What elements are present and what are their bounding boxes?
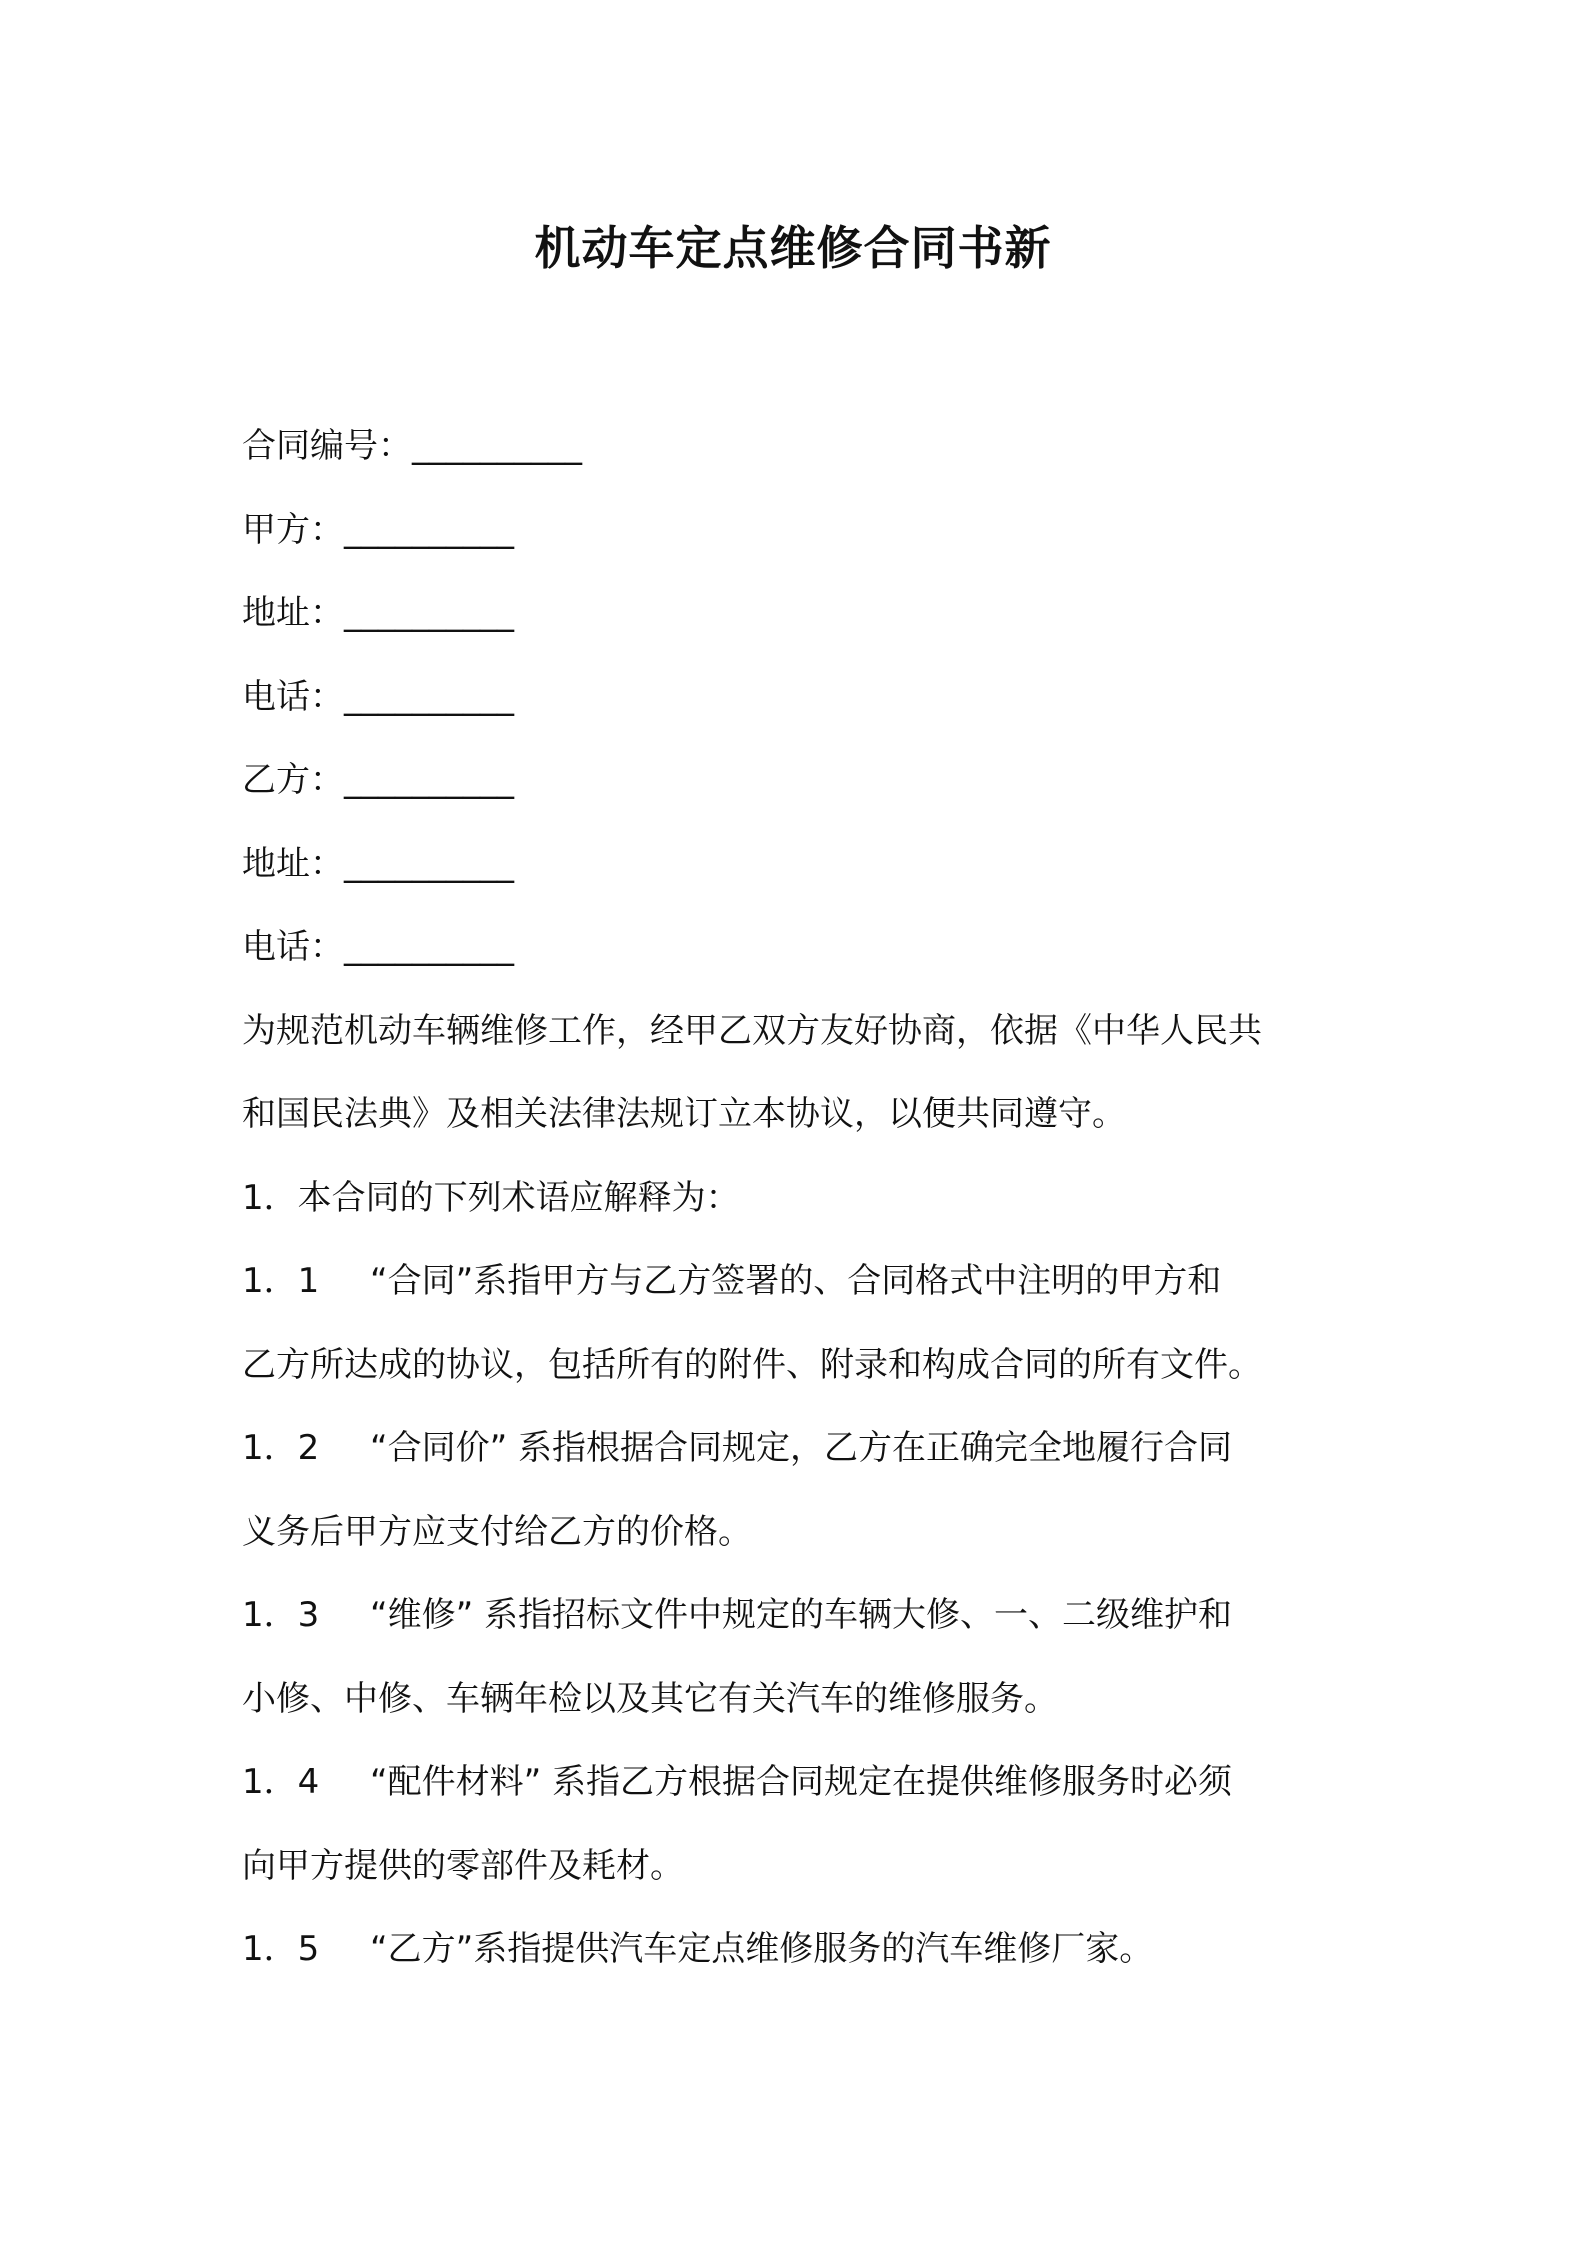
field-label: 地址： [242,843,344,884]
field-blank: __________ [344,843,514,884]
clause-heading [242,1157,1352,1241]
subclause-continuation: 向甲方提供的零部件及耗材。 [242,1845,684,1886]
subclause-line [242,1908,1352,1992]
subclause-continuation: 小修、中修、车辆年检以及其它有关汽车的维修服务。 [242,1678,1058,1719]
field-blank: __________ [344,676,514,717]
subclause-continuation: 乙方所达成的协议，包括所有的附件、附录和构成合同的所有文件。 [242,1344,1262,1385]
subclause-line [242,1240,1352,1324]
field-party-b-address [242,823,1352,907]
field-party-b-phone [242,906,1352,990]
subclause-number: 1．4 [242,1762,320,1802]
field-blank: __________ [344,760,514,800]
subclause-continuation: 义务后甲方应支付给乙方的价格。 [242,1511,752,1552]
field-label: 乙方： [242,760,344,800]
subclause-text: “乙方”系指提供汽车定点维修服务的汽车维修厂家。 [370,1929,1154,1969]
preamble-line: 和国民法典》及相关法律法规订立本协议，以便共同遵守。 [242,1094,1126,1134]
subclause-number: 1．5 [242,1929,320,1969]
field-party-a [242,489,1352,573]
field-party-a-address [242,572,1352,656]
field-label: 电话： [242,676,344,717]
field-party-b [242,739,1352,823]
subclause-text: “合同”系指甲方与乙方签署的、合同格式中注明的甲方和 [370,1261,1222,1301]
preamble-line: 为规范机动车辆维修工作，经甲乙双方友好协商，依据《中华人民共 [242,1010,1262,1051]
field-blank: __________ [344,927,514,967]
subclause-line [242,1741,1352,1825]
clause-text: 本合同的下列术语应解释为： [297,1177,740,1218]
document-title: 机动车定点维修合同书新 [534,221,1052,275]
subclause-line [242,1407,1352,1491]
field-blank: __________ [412,426,582,466]
document-body [242,405,1352,1992]
field-contract-number [242,405,1352,489]
subclause-number: 1．2 [242,1428,320,1468]
subclause-line [242,1574,1352,1658]
subclause-number: 1．1 [242,1261,320,1301]
clause-number: 1． [242,1177,298,1218]
field-party-a-phone [242,656,1352,740]
field-blank: __________ [344,509,514,550]
subclause-text: “合同价” 系指根据合同规定，乙方在正确完全地履行合同 [370,1428,1233,1468]
subclause-number: 1．3 [242,1595,320,1635]
field-label: 甲方： [242,509,344,550]
field-label: 地址： [242,593,344,633]
field-blank: __________ [344,593,514,633]
subclause-text: “维修” 系指招标文件中规定的车辆大修、一、二级维护和 [370,1595,1233,1635]
field-label: 合同编号： [242,426,412,466]
subclause-text: “配件材料” 系指乙方根据合同规定在提供维修服务时必须 [370,1762,1233,1802]
field-label: 电话： [242,927,344,967]
